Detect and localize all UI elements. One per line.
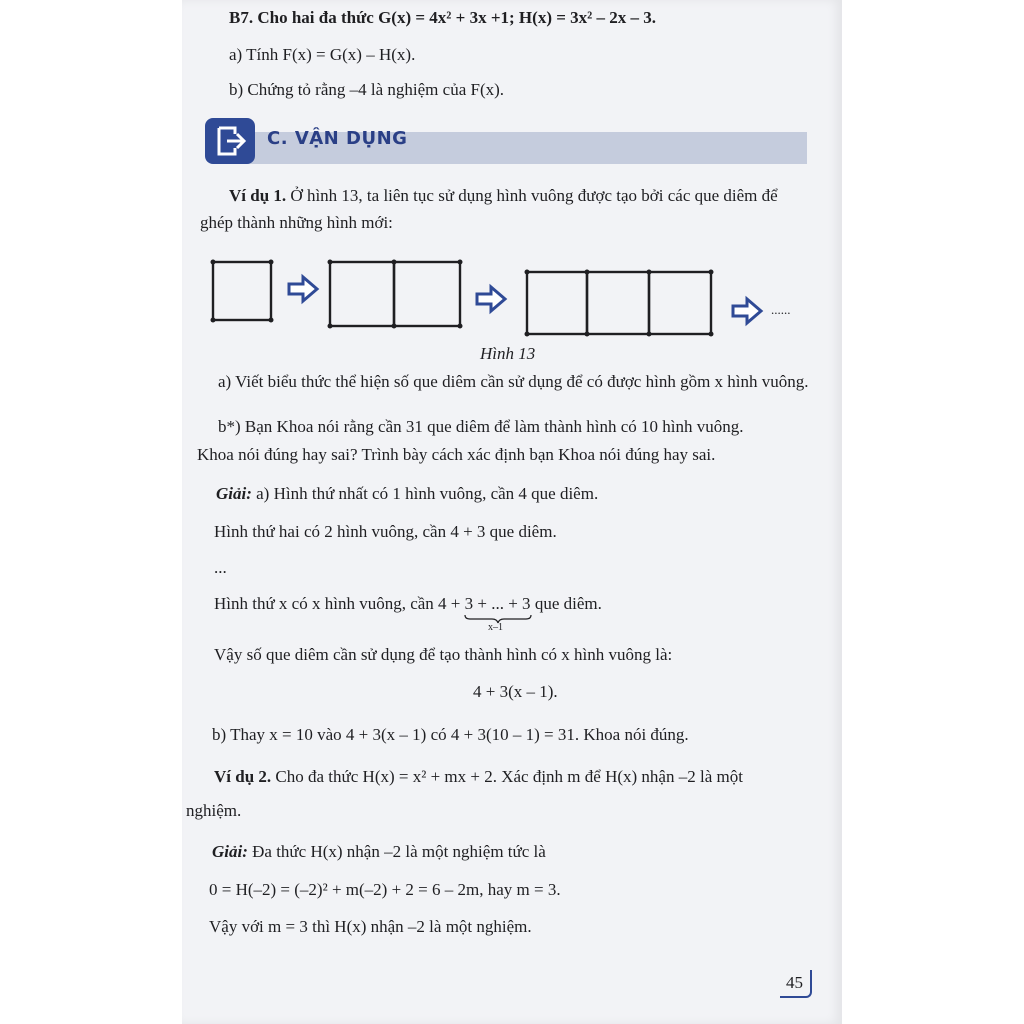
question-b: b*) Bạn Khoa nói rằng cần 31 que diêm để làm thành hình có 10 hình vuông. xyxy=(218,417,744,436)
exercise-b7-text: B7. Cho hai đa thức G(x) = 4x² + 3x +1; H(x) = 3x² – 2x – 3. xyxy=(229,8,657,27)
section-title: C. VẬN DỤNG xyxy=(267,128,408,149)
square-2a xyxy=(330,262,394,326)
example-2 xyxy=(214,767,743,787)
page-number: 45 xyxy=(786,973,803,992)
figure-continuation: ...... xyxy=(771,302,791,317)
solution-6-text: Đa thức H(x) nhận –2 là một nghiệm tức là xyxy=(247,842,546,861)
square-3b xyxy=(587,272,649,334)
solution-5: b) Thay x = 10 vào 4 + 3(x – 1) có 4 + 3(10 – 1) = 31. Khoa nói đúng. xyxy=(212,725,689,744)
underbrace-expression xyxy=(438,594,531,633)
example-1-text: Ở hình 13, ta liên tục sử dụng hình vuông được tạo bởi các que diêm để xyxy=(286,186,778,205)
matchstick-figure xyxy=(205,252,805,338)
underbrace-label: x–1 xyxy=(488,622,504,633)
square-1 xyxy=(213,262,271,320)
formula: 4 + 3(x – 1). xyxy=(473,682,558,701)
example-2-text: Cho đa thức H(x) = x² + mx + 2. Xác định m để H(x) nhận –2 là một xyxy=(271,767,743,786)
exercise-b7 xyxy=(229,8,656,28)
solution-4: Vậy số que diêm cần sử dụng để tạo thành hình có x hình vuông là: xyxy=(214,645,673,664)
solution-8: Vậy với m = 3 thì H(x) nhận –2 là một nghiệm. xyxy=(209,917,532,936)
solution-3 xyxy=(214,594,602,633)
square-3c xyxy=(649,272,711,334)
solution-3-post: que diêm. xyxy=(530,594,602,613)
arrow-right-icon-3 xyxy=(733,299,761,323)
question-b-cont: Khoa nói đúng hay sai? Trình bày cách xác định bạn Khoa nói đúng hay sai. xyxy=(197,445,716,464)
solution-ellipsis: ... xyxy=(214,558,227,577)
exercise-b7-a: a) Tính F(x) = G(x) – H(x). xyxy=(229,45,416,64)
example-1-text-cont: ghép thành những hình mới: xyxy=(200,213,393,232)
example-1-label: Ví dụ 1. xyxy=(229,186,287,205)
example-1 xyxy=(229,186,778,206)
solution-2: Hình thứ hai có 2 hình vuông, cần 4 + 3 que diêm. xyxy=(214,522,557,541)
solution-1-text: a) Hình thứ nhất có 1 hình vuông, cần 4 que diêm. xyxy=(251,484,599,503)
example-2-label: Ví dụ 2. xyxy=(214,767,272,786)
example-2-text-cont: nghiệm. xyxy=(186,801,242,820)
solution-7: 0 = H(–2) = (–2)² + m(–2) + 2 = 6 – 2m, hay m = 3. xyxy=(209,880,561,899)
square-3a xyxy=(527,272,587,334)
figure-13 xyxy=(205,252,805,343)
section-banner xyxy=(205,118,807,166)
arrow-right-icon-1 xyxy=(289,277,317,301)
solution-6 xyxy=(212,842,546,862)
square-2b xyxy=(394,262,460,326)
exit-arrow-icon xyxy=(205,118,255,164)
solution-3-pre: Hình thứ x có x hình vuông, cần xyxy=(214,594,439,613)
solution-label: Giải: xyxy=(216,484,252,503)
underbrace-text: 4 + 3 + ... + 3 xyxy=(438,594,531,613)
figure-caption: Hình 13 xyxy=(480,344,536,363)
solution-2-label: Giải: xyxy=(212,842,248,861)
question-a: a) Viết biểu thức thể hiện số que diêm cần sử dụng để có được hình gồm x hình vuông. xyxy=(218,372,809,391)
solution-1 xyxy=(216,484,598,504)
arrow-right-icon-2 xyxy=(477,287,505,311)
exercise-b7-b: b) Chứng tỏ rằng –4 là nghiệm của F(x). xyxy=(229,80,505,99)
